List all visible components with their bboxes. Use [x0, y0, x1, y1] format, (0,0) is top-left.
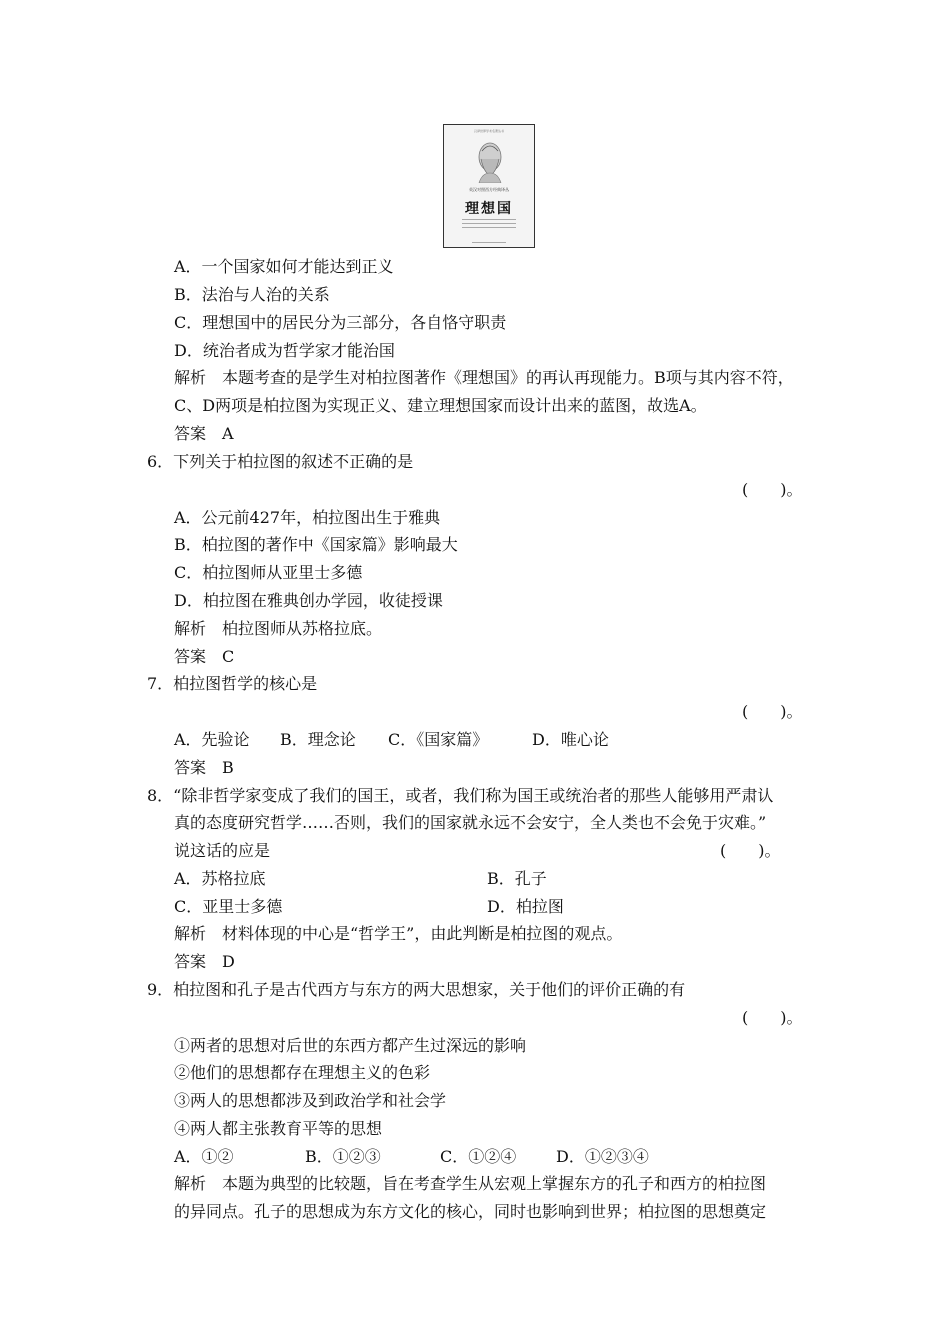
cover-rule-1	[462, 219, 516, 220]
q7-stem: 7．柏拉图哲学的核心是	[147, 674, 318, 693]
q6-paren: ( )。	[742, 480, 803, 499]
q6-answer: 答案 C	[174, 647, 235, 666]
cover-title: 理想国	[465, 201, 513, 217]
q9-stem: 9．柏拉图和孔子是古代西方与东方的两大思想家，关于他们的评价正确的有	[147, 980, 686, 999]
q8-stem-line3: 说这话的应是	[174, 841, 271, 860]
q5-analysis-line1: 解析 本题考查的是学生对柏拉图著作《理想国》的再认再现能力。B项与其内容不符，	[174, 368, 794, 387]
q9-item-2: ②他们的思想都存在理想主义的色彩	[174, 1063, 431, 1082]
q8-stem-line1: 8．“除非哲学家变成了我们的国王，或者，我们称为国王或统治者的那些人能够用严肃认	[147, 786, 774, 805]
q8-option-b: B．孔子	[487, 869, 547, 888]
q5-option-c: C．理想国中的居民分为三部分，各自恪守职责	[174, 313, 507, 332]
q9-option-d: D．①②③④	[556, 1147, 649, 1166]
q6-option-b: B．柏拉图的著作中《国家篇》影响最大	[174, 535, 458, 554]
q8-answer: 答案 D	[174, 952, 235, 971]
q9-option-c: C．①②④	[440, 1147, 517, 1166]
cover-rule-3	[462, 227, 516, 228]
q6-stem: 6．下列关于柏拉图的叙述不正确的是	[147, 452, 414, 471]
q5-answer: 答案 A	[174, 424, 234, 443]
q6-analysis: 解析 柏拉图师从苏格拉底。	[174, 619, 383, 638]
q7-option-a: A．先验论	[174, 730, 250, 749]
q5-option-a: A．一个国家如何才能达到正义	[174, 257, 394, 276]
book-cover-image	[443, 124, 535, 248]
cover-subtitle: 英汉对照西方经典译丛	[469, 187, 509, 192]
q9-paren: ( )。	[742, 1008, 803, 1027]
q9-option-a: A．①②	[174, 1147, 234, 1166]
q6-option-c: C．柏拉图师从亚里士多德	[174, 563, 363, 582]
q8-analysis: 解析 材料体现的中心是“哲学王”，由此判断是柏拉图的观点。	[174, 924, 623, 943]
q8-option-c: C．亚里士多德	[174, 897, 283, 916]
cover-series-text: 汉译世界学术名著丛书	[473, 129, 504, 133]
q7-option-b: B．理念论	[280, 730, 356, 749]
q7-paren: ( )。	[742, 702, 803, 721]
q5-analysis-line2: C、D两项是柏拉图为实现正义、建立理想国家而设计出来的蓝图，故选A。	[174, 396, 707, 415]
q9-analysis-line2: 的异同点。孔子的思想成为东方文化的核心，同时也影响到世界；柏拉图的思想奠定	[174, 1202, 767, 1221]
q5-option-b: B．法治与人治的关系	[174, 285, 330, 304]
q7-option-c: C．《国家篇》	[388, 730, 489, 749]
q7-option-d: D．唯心论	[532, 730, 609, 749]
q6-option-a: A．公元前427年，柏拉图出生于雅典	[174, 508, 441, 527]
q7-answer: 答案 B	[174, 758, 234, 777]
q8-option-a: A．苏格拉底	[174, 869, 266, 888]
q8-paren: ( )。	[720, 841, 781, 860]
q9-analysis-line1: 解析 本题为典型的比较题，旨在考查学生从宏观上掌握东方的孔子和西方的柏拉图	[174, 1174, 767, 1193]
cover-rule-4	[472, 242, 506, 243]
bust-icon	[470, 139, 510, 183]
q8-option-d: D．柏拉图	[487, 897, 564, 916]
q9-option-b: B．①②③	[305, 1147, 381, 1166]
q6-option-d: D．柏拉图在雅典创办学园，收徒授课	[174, 591, 443, 610]
q9-item-3: ③两人的思想都涉及到政治学和社会学	[174, 1091, 447, 1110]
cover-rule-2	[462, 223, 516, 224]
q5-option-d: D．统治者成为哲学家才能治国	[174, 341, 395, 360]
q9-item-4: ④两人都主张教育平等的思想	[174, 1119, 383, 1138]
q8-stem-line2: 真的态度研究哲学……否则，我们的国家就永远不会安宁，全人类也不会免于灾难。”	[174, 813, 767, 832]
q9-item-1: ①两者的思想对后世的东西方都产生过深远的影响	[174, 1036, 527, 1055]
